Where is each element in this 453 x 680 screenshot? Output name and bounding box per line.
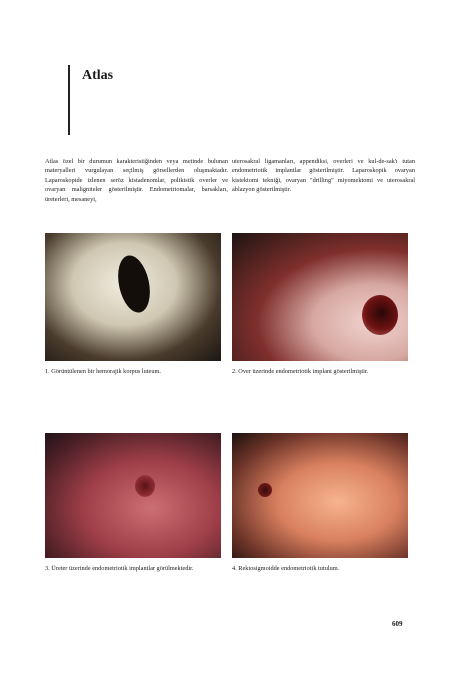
page-number: 609	[392, 620, 403, 628]
figure-4-caption: 4. Rektosigmoidde endometriotik tutulum.	[232, 565, 340, 572]
title-rule	[68, 65, 70, 135]
figure-2-image	[232, 233, 408, 361]
figure-3-image	[45, 433, 221, 558]
figure-1-image	[45, 233, 221, 361]
figure-3-caption: 3. Üreter üzerinde endometriotik implantlar görülmektedir.	[45, 565, 194, 572]
figure-1-caption: 1. Görüntülenen bir hemorajik korpus luteum.	[45, 368, 161, 375]
intro-paragraph-left: Atlas özel bir durumun karakteristiğinden veya metinde bulunan materyalleri vurgulayan seçilmiş görsellerden oluşmaktadır. Laparoskopide izlenen seröz kistadenomlar, polikistik overler ve ovaryan maligniteler gösterilmiştir. Endometriomalar, barsakları, üreterleri, mesaneyi,	[45, 158, 228, 203]
corpus-luteum-lesion	[113, 253, 154, 316]
endometriotic-implant	[362, 295, 398, 335]
rectosigmoid-lesion	[258, 483, 272, 497]
ureter-implant	[135, 475, 155, 497]
figure-4-image	[232, 433, 408, 558]
figure-2-caption: 2. Over üzerinde endometriotik implant gösterilmiştir.	[232, 368, 369, 375]
page-title: Atlas	[82, 68, 114, 83]
intro-paragraph-right: uterosakral ligamanları, appendiksi, overleri ve kul-de-sak'ı tutan endometriotik implantlar gösterilmiştir. Laparoskopik ovaryan kistektomi tekniği, ovaryan "drilling" miyomektomi ve uterosakral ablazyon gösterilmiştir.	[232, 158, 415, 194]
